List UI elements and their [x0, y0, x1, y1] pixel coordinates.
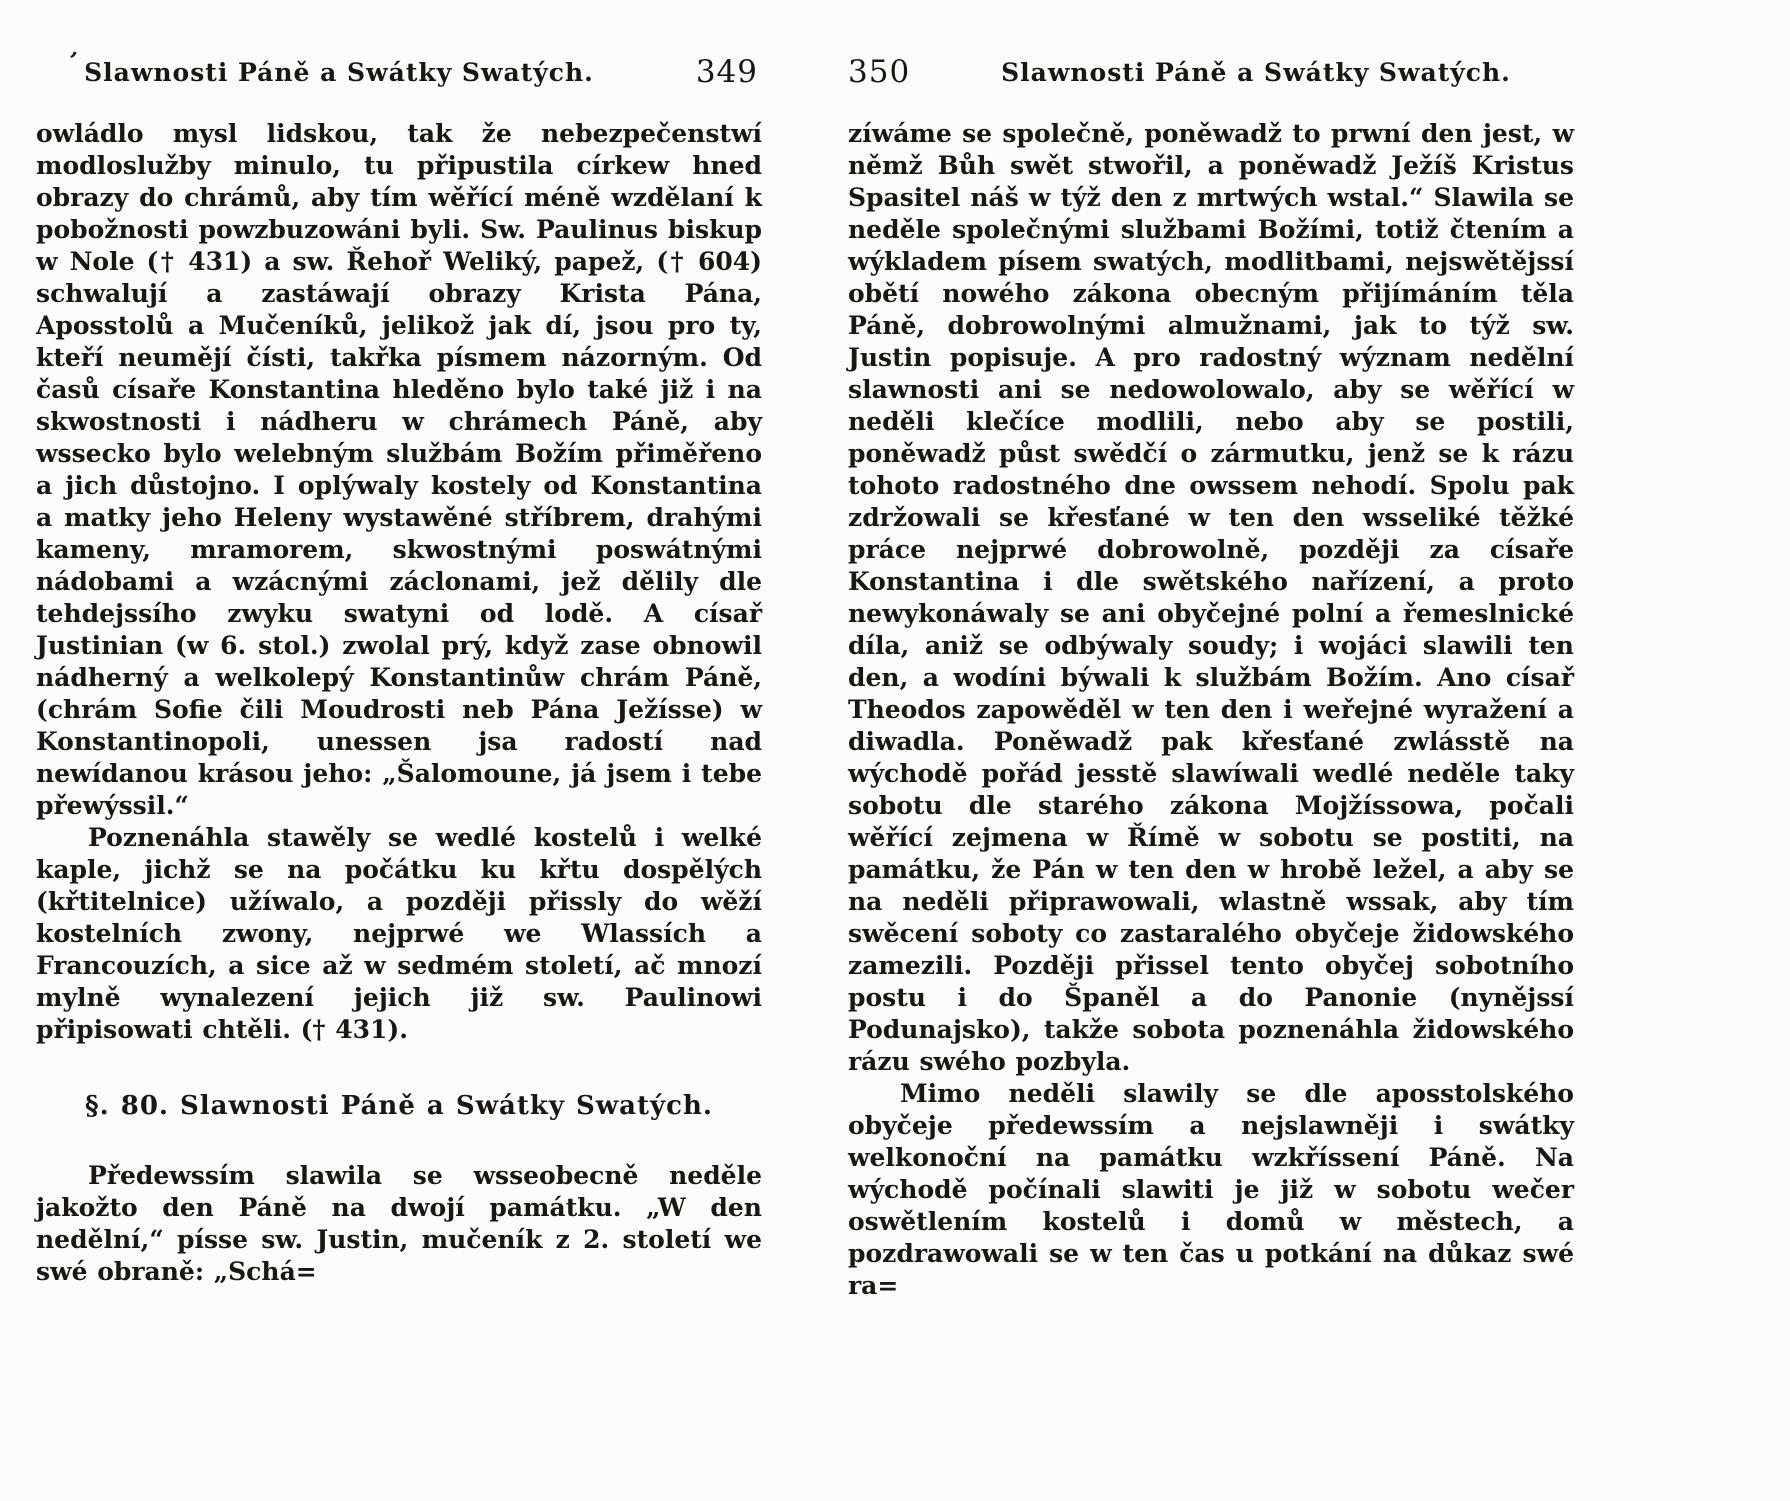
- page-left: [36, 45, 762, 1475]
- running-title: Slawnosti Páně a Swátky Swatých.: [84, 58, 594, 87]
- running-title: Slawnosti Páně a Swátky Swatých.: [1001, 58, 1511, 87]
- paragraph: Mimo neděli slawily se dle aposstolského obyčeje předewssím a nejslawněji i swátky welkonoční na památku wzkříssení Páně. Na wýchodě počínali slawiti je již w sobotu wečer oswětlením kostelů i domů w městech, a pozdrawowali se w ten čas u potkání na důkaz swé ra=: [848, 1079, 1574, 1300]
- paragraph: Předewssím slawila se wsseobecně neděle jakožto den Páně na dwojí památku. „W den nedělní,“ písse sw. Justin, mučeník z 2. století we swé obraně: „Schá=: [36, 1161, 762, 1286]
- page-number: 349: [695, 54, 758, 90]
- page-header-left: [36, 54, 762, 102]
- paragraph: Poznenáhla stawěly se wedlé kostelů i welké kaple, jichž se na počátku ku křtu dospělých (křtitelnice) užíwalo, a později přissly do wěží kostelních zwony, nejprwé we Wlassích a Francouzích, a sice až w sedmém století, ač mnozí mylně wynalezení jejich již sw. Paulinowi připisowati chtěli. († 431).: [36, 823, 762, 1044]
- ink-mark: ’: [64, 45, 80, 76]
- page-body-right: [848, 118, 1574, 1302]
- paragraph: zíwáme se společně, poněwadž to prwní den jest, w němž Bůh swět stwořil, a poněwadž Ježíš Kristus Spasitel náš w týž den z mrtwých wstal.“ Slawila se neděle společnými službami Božími, totiž čtením a wýkladem písem swatých, modlitbami, nejswětějssí obětí nowého zákona obecným přijímáním těla Páně, dobrowolnými almužnami, jak to týž sw. Justin popisuje. A pro radostný wýznam nedělní slawnosti ani se nedowolowalo, aby se wěřící w neděli klečíce modlili, nebo aby se postili, poněwadž půst swědčí o zármutku, jenž se k rázu tohoto radostného dne owssem nehodí. Spolu pak zdržowali se křesťané w ten den wsseliké těžké práce nejprwé dobrowolně, později za císaře Konstantina i dle swětského nařízení, a proto newykonáwaly se ani obyčejné polní a řemeslnické díla, aniž se odbýwaly soudy; i wojáci slawili ten den, a wodíni býwali k službám Božím. Ano císař Theodos zapowěděl w ten den i weřejné wyražení a diwadla. Poněwadž pak křesťané zwlásstě na wýchodě pořád jesstě slawíwali wedlé neděle taky sobotu dle starého zákona Mojžíssowa, počali wěřící zejmena w Římě w sobotu se postiti, na památku, že Pán w ten den w hrobě ležel, a aby se na neděli připrawowali, wlastně wssak, aby tím swěcení soboty co zastaralého obyčeje židowského zamezili. Později přissel tento obyčej sobotního postu i do Španěl a do Panonie (nynějssí Podunajsko), takže sobota poznenáhla židowského rázu swého pozbyla.: [848, 119, 1574, 1076]
- page-body-left: [36, 118, 762, 1288]
- page-right: [848, 54, 1574, 1475]
- page-header-right: [848, 54, 1574, 102]
- section-heading: §. 80. Slawnosti Páně a Swátky Swatých.: [85, 1091, 713, 1121]
- page-number: 350: [848, 54, 911, 90]
- paragraph: owládlo mysl lidskou, tak že nebezpečenstwí modloslužby minulo, tu připustila církew hned obrazy do chrámů, aby tím wěřící méně wzdělaní k pobožnosti powzbuzowáni byli. Sw. Paulinus biskup w Nole († 431) a sw. Řehoř Weliký, papež, († 604) schwalují a zastáwají obrazy Krista Pána, Aposstolů a Mučeníků, jelikož jak dí, jsou pro ty, kteří neumějí čísti, takřka písmem názorným. Od časů císaře Konstantina hleděno bylo také již i na skwostnosti i nádheru w chrámech Páně, aby wssecko bylo welebným službám Božím přiměřeno a jich důstojno. I oplýwaly kostely od Konstantina a matky jeho Heleny wystawěné stříbrem, drahými kameny, mramorem, skwostnými poswátnými nádobami a wzácnými záclonami, jež dělily dle tehdejssího zwyku swatyni od lodě. A císař Justinian (w 6. stol.) zwolal prý, když zase obnowil nádherný a welkolepý Konstantinůw chrám Páně, (chrám Sofie čili Moudrosti neb Pána Ježísse) w Konstantinopoli, unessen jsa radostí nad newídanou krásou jeho: „Šalomoune, já jsem i tebe přewýssil.“: [36, 119, 762, 820]
